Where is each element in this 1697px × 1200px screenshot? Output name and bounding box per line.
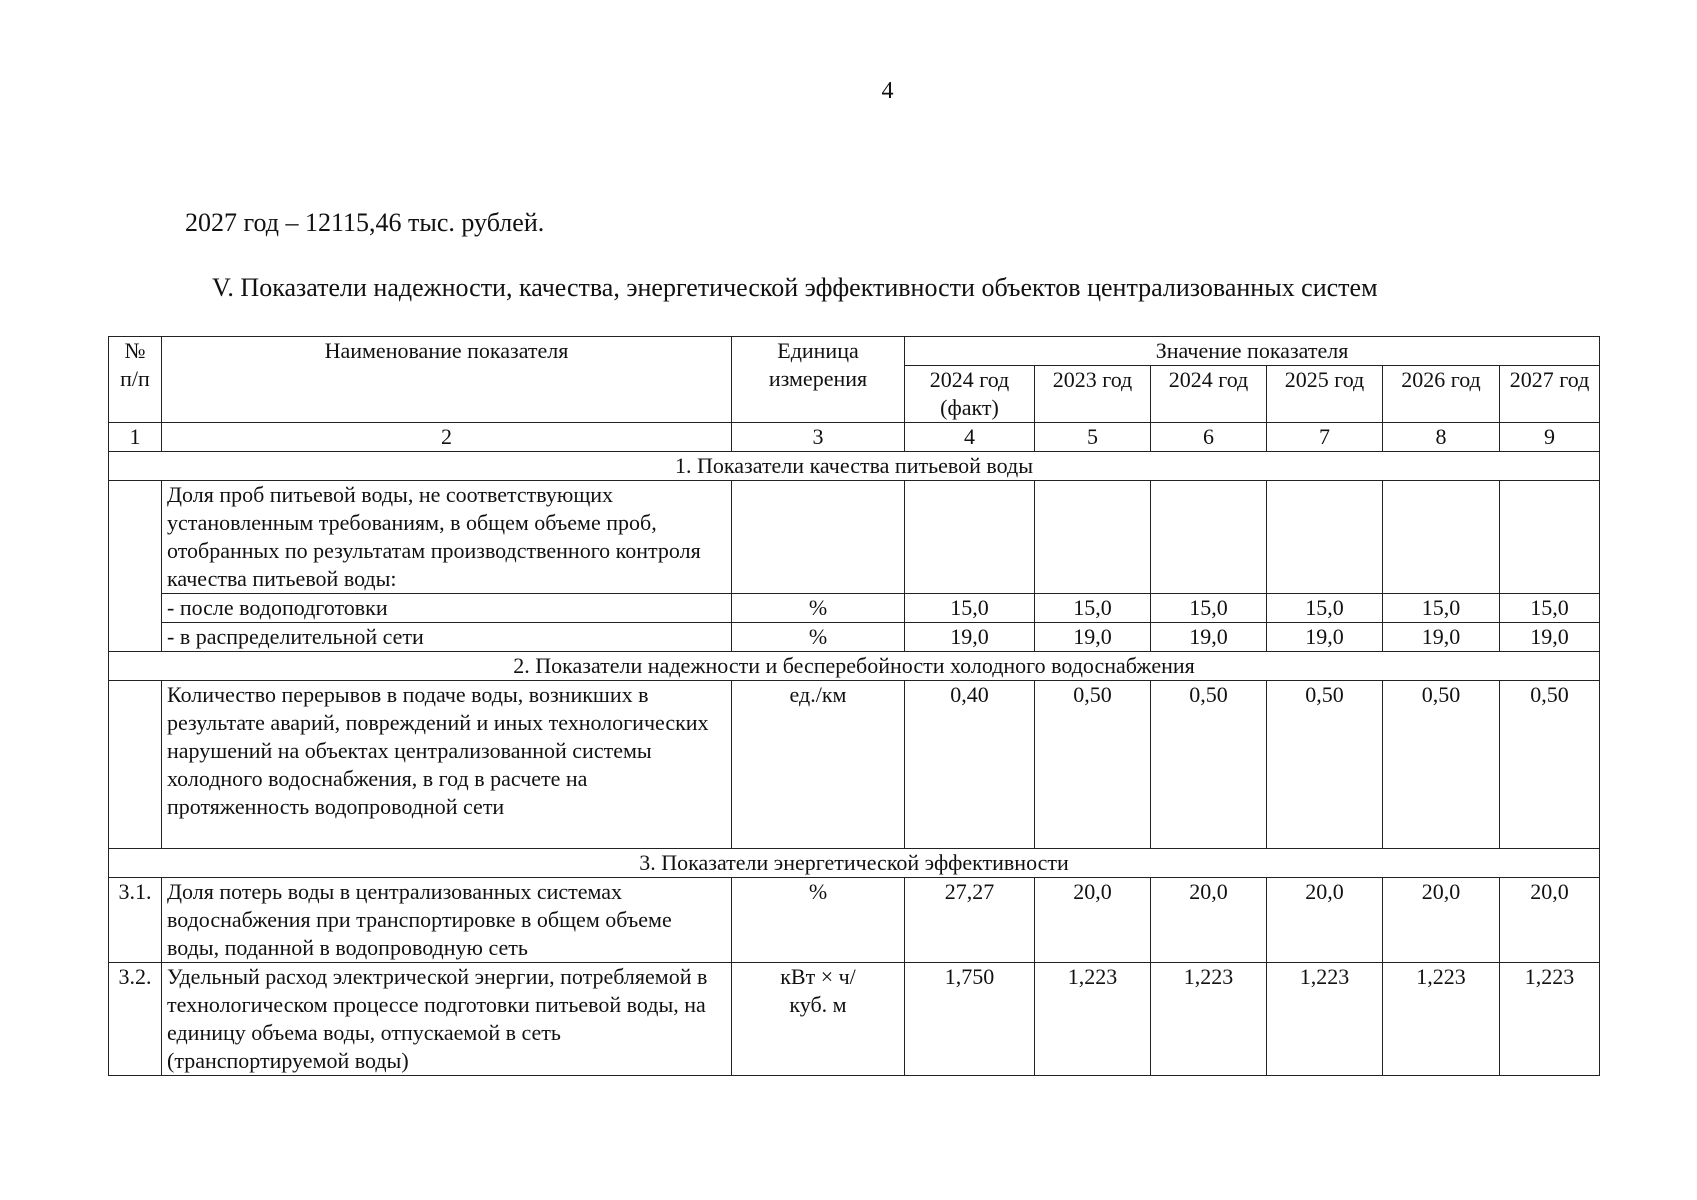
indicator-value: 15,0 bbox=[1151, 594, 1267, 623]
indicator-value: 0,50 bbox=[1035, 681, 1151, 849]
column-number: 8 bbox=[1383, 423, 1500, 452]
indicator-value: 1,750 bbox=[905, 963, 1035, 1076]
empty-cell bbox=[1500, 481, 1600, 594]
header-year: 2024 год bbox=[1151, 366, 1267, 423]
empty-cell bbox=[905, 481, 1035, 594]
indicator-value: 15,0 bbox=[1267, 594, 1383, 623]
page-number: 4 bbox=[881, 78, 894, 104]
table-row bbox=[109, 594, 1600, 623]
indicator-unit: % bbox=[732, 594, 905, 623]
indicator-value: 19,0 bbox=[905, 623, 1035, 652]
indicator-value: 19,0 bbox=[1383, 623, 1500, 652]
empty-cell bbox=[1151, 481, 1267, 594]
section-3-title: 3. Показатели энергетической эффективности bbox=[109, 849, 1600, 878]
row-num-empty bbox=[109, 481, 162, 652]
column-number: 4 bbox=[905, 423, 1035, 452]
indicator-value: 20,0 bbox=[1383, 878, 1500, 963]
indicator-value: 0,50 bbox=[1151, 681, 1267, 849]
indicator-value: 20,0 bbox=[1035, 878, 1151, 963]
indicator-value: 19,0 bbox=[1035, 623, 1151, 652]
table-row bbox=[109, 963, 1600, 1076]
section-title: V. Показатели надежности, качества, энергетической эффективности объектов централизованных систем bbox=[212, 273, 1378, 302]
header-value-group: Значение показателя bbox=[905, 337, 1600, 366]
table-row bbox=[109, 878, 1600, 963]
empty-cell bbox=[732, 481, 905, 594]
header-year: 2024 год (факт) bbox=[905, 366, 1035, 423]
intro-text: 2027 год – 12115,46 тыс. рублей. bbox=[185, 208, 545, 237]
indicator-value: 1,223 bbox=[1383, 963, 1500, 1076]
indicator-name: - в распределительной сети bbox=[162, 623, 732, 652]
indicator-value: 20,0 bbox=[1267, 878, 1383, 963]
row-num-empty bbox=[109, 681, 162, 849]
indicator-value: 0,50 bbox=[1267, 681, 1383, 849]
indicator-value: 19,0 bbox=[1151, 623, 1267, 652]
header-num: № п/п bbox=[109, 337, 162, 423]
indicator-value: 1,223 bbox=[1267, 963, 1383, 1076]
indicator-value: 0,40 bbox=[905, 681, 1035, 849]
indicator-unit: кВт × ч/ куб. м bbox=[732, 963, 905, 1076]
indicator-value: 1,223 bbox=[1035, 963, 1151, 1076]
indicator-unit: % bbox=[732, 623, 905, 652]
column-number: 3 bbox=[732, 423, 905, 452]
indicator-name: - после водоподготовки bbox=[162, 594, 732, 623]
section-1-title: 1. Показатели качества питьевой воды bbox=[109, 452, 1600, 481]
indicator-value: 15,0 bbox=[1500, 594, 1600, 623]
empty-cell bbox=[1035, 481, 1151, 594]
header-name: Наименование показателя bbox=[162, 337, 732, 423]
indicator-value: 27,27 bbox=[905, 878, 1035, 963]
indicator-name: Удельный расход электрической энергии, потребляемой в технологическом процессе подготовки питьевой воды, на единицу объема воды, отпускаемой в сеть (транспортируемой воды) bbox=[162, 963, 732, 1076]
indicator-value: 0,50 bbox=[1500, 681, 1600, 849]
empty-cell bbox=[1267, 481, 1383, 594]
column-number: 5 bbox=[1035, 423, 1151, 452]
section-1-lead: Доля проб питьевой воды, не соответствующих установленным требованиям, в общем объеме проб, отобранных по результатам производственного контроля качества питьевой воды: bbox=[162, 481, 732, 594]
indicator-unit: % bbox=[732, 878, 905, 963]
indicator-num: 3.2. bbox=[109, 963, 162, 1076]
table-row bbox=[109, 623, 1600, 652]
indicator-value: 0,50 bbox=[1383, 681, 1500, 849]
header-year: 2026 год bbox=[1383, 366, 1500, 423]
indicator-value: 1,223 bbox=[1151, 963, 1267, 1076]
column-number: 6 bbox=[1151, 423, 1267, 452]
indicators-table bbox=[108, 336, 1600, 1076]
indicator-value: 19,0 bbox=[1500, 623, 1600, 652]
header-year: 2025 год bbox=[1267, 366, 1383, 423]
indicator-num: 3.1. bbox=[109, 878, 162, 963]
indicator-value: 15,0 bbox=[905, 594, 1035, 623]
indicator-value: 1,223 bbox=[1500, 963, 1600, 1076]
column-number: 2 bbox=[162, 423, 732, 452]
header-year: 2027 год bbox=[1500, 366, 1600, 423]
indicator-value: 20,0 bbox=[1500, 878, 1600, 963]
empty-cell bbox=[1383, 481, 1500, 594]
indicator-name: Количество перерывов в подаче воды, возникших в результате аварий, повреждений и иных технологических нарушений на объектах централизованной системы холодного водоснабжения, в год в расчете на протяженность водопроводной сети bbox=[162, 681, 732, 849]
indicator-value: 15,0 bbox=[1383, 594, 1500, 623]
column-number: 7 bbox=[1267, 423, 1383, 452]
column-number: 9 bbox=[1500, 423, 1600, 452]
indicator-name: Доля потерь воды в централизованных системах водоснабжения при транспортировке в общем объеме воды, поданной в водопроводную сеть bbox=[162, 878, 732, 963]
section-2-title: 2. Показатели надежности и бесперебойности холодного водоснабжения bbox=[109, 652, 1600, 681]
header-unit: Единица измерения bbox=[732, 337, 905, 423]
column-number: 1 bbox=[109, 423, 162, 452]
indicator-value: 20,0 bbox=[1151, 878, 1267, 963]
indicator-value: 15,0 bbox=[1035, 594, 1151, 623]
header-year: 2023 год bbox=[1035, 366, 1151, 423]
column-number-row bbox=[109, 423, 1600, 452]
table-row bbox=[109, 681, 1600, 849]
indicator-value: 19,0 bbox=[1267, 623, 1383, 652]
indicator-unit: ед./км bbox=[732, 681, 905, 849]
